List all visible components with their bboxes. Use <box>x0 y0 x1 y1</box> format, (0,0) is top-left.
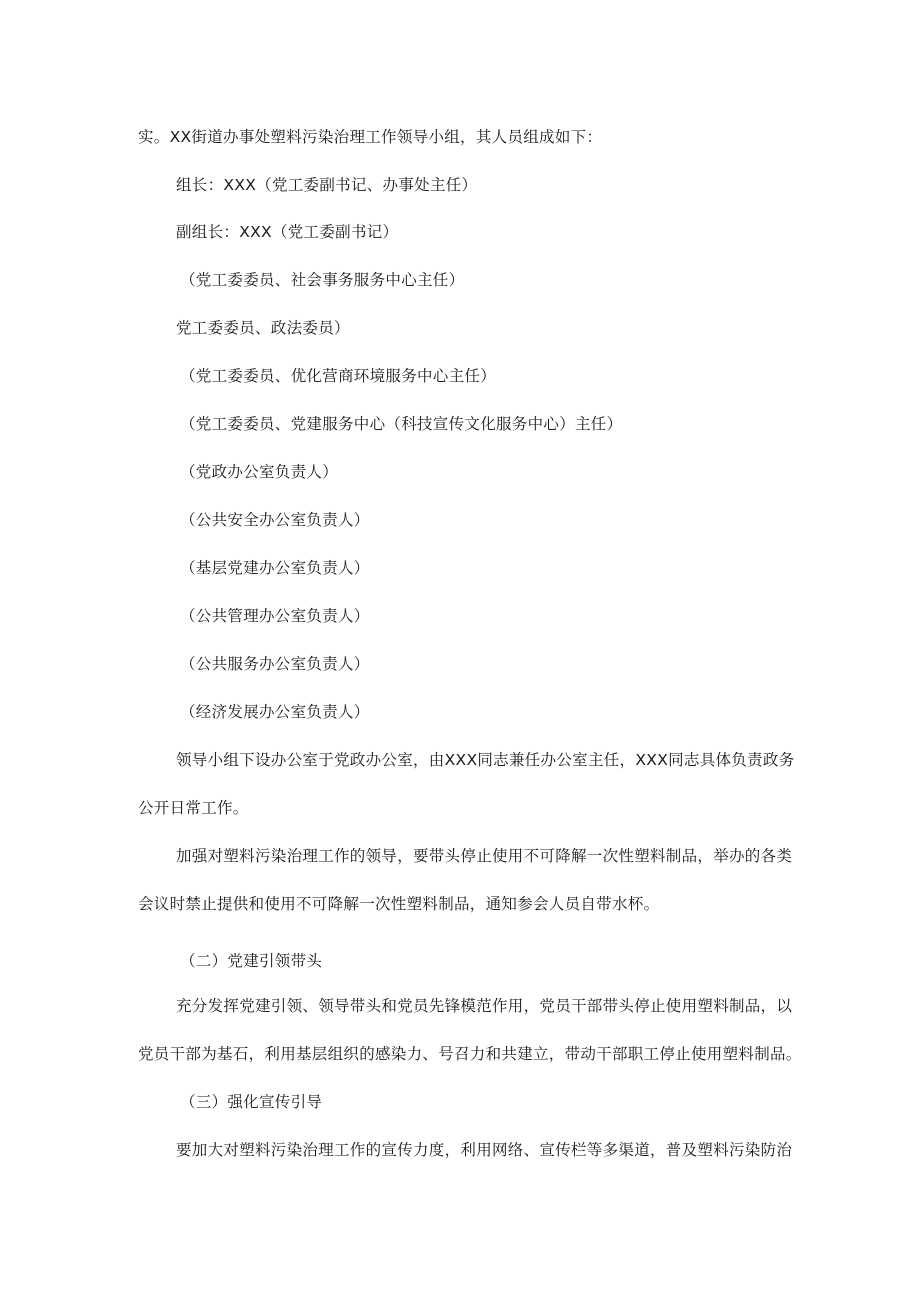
publicity-paragraph-line-1: 要加大对塑料污染治理工作的宣传力度，利用网络、宣传栏等多渠道，普及塑料污染防治 <box>176 1141 793 1159</box>
member-line-6: （公共安全办公室负责人） <box>180 511 370 529</box>
party-paragraph-line-1: 充分发挥党建引领、领导带头和党员先锋模范作用，党员干部带头停止使用塑料制品，以 <box>176 997 793 1015</box>
member-line-8: （公共管理办公室负责人） <box>180 607 370 625</box>
leadership-paragraph-line-1: 加强对塑料污染治理工作的领导，要带头停止使用不可降解一次性塑料制品，举办的各类 <box>176 847 793 865</box>
deputy-leader-line: 副组长：XXX（党工委副书记） <box>176 223 399 241</box>
member-line-9: （公共服务办公室负责人） <box>180 655 370 673</box>
member-line-5: （党政办公室负责人） <box>180 463 339 481</box>
section-heading-3: （三）强化宣传引导 <box>180 1093 323 1111</box>
office-paragraph-line-2: 公开日常工作。 <box>138 799 249 817</box>
party-paragraph-line-2: 党员干部为基石，利用基层组织的感染力、号召力和共建立，带动干部职工停止使用塑料制品。 <box>138 1045 802 1063</box>
office-paragraph-line-1: 领导小组下设办公室于党政办公室，由XXX同志兼任办公室主任，XXX同志具体负责政务 <box>176 751 795 769</box>
member-line-4: （党工委委员、党建服务中心（科技宣传文化服务中心）主任） <box>180 415 623 433</box>
member-line-10: （经济发展办公室负责人） <box>180 703 370 721</box>
member-line-1: （党工委委员、社会事务服务中心主任） <box>180 271 465 289</box>
leadership-paragraph-line-2: 会议时禁止提供和使用不可降解一次性塑料制品，通知参会人员自带水杯。 <box>138 895 660 913</box>
member-line-7: （基层党建办公室负责人） <box>180 559 370 577</box>
section-heading-2: （二）党建引领带头 <box>180 952 323 970</box>
leader-line: 组长：XXX（党工委副书记、办事处主任） <box>176 176 478 194</box>
text-line-1: 实。XX街道办事处塑料污染治理工作领导小组，其人员组成如下： <box>138 128 603 146</box>
member-line-3: （党工委委员、优化营商环境服务中心主任） <box>180 367 497 385</box>
member-line-2: 党工委委员、政法委员） <box>176 319 350 337</box>
